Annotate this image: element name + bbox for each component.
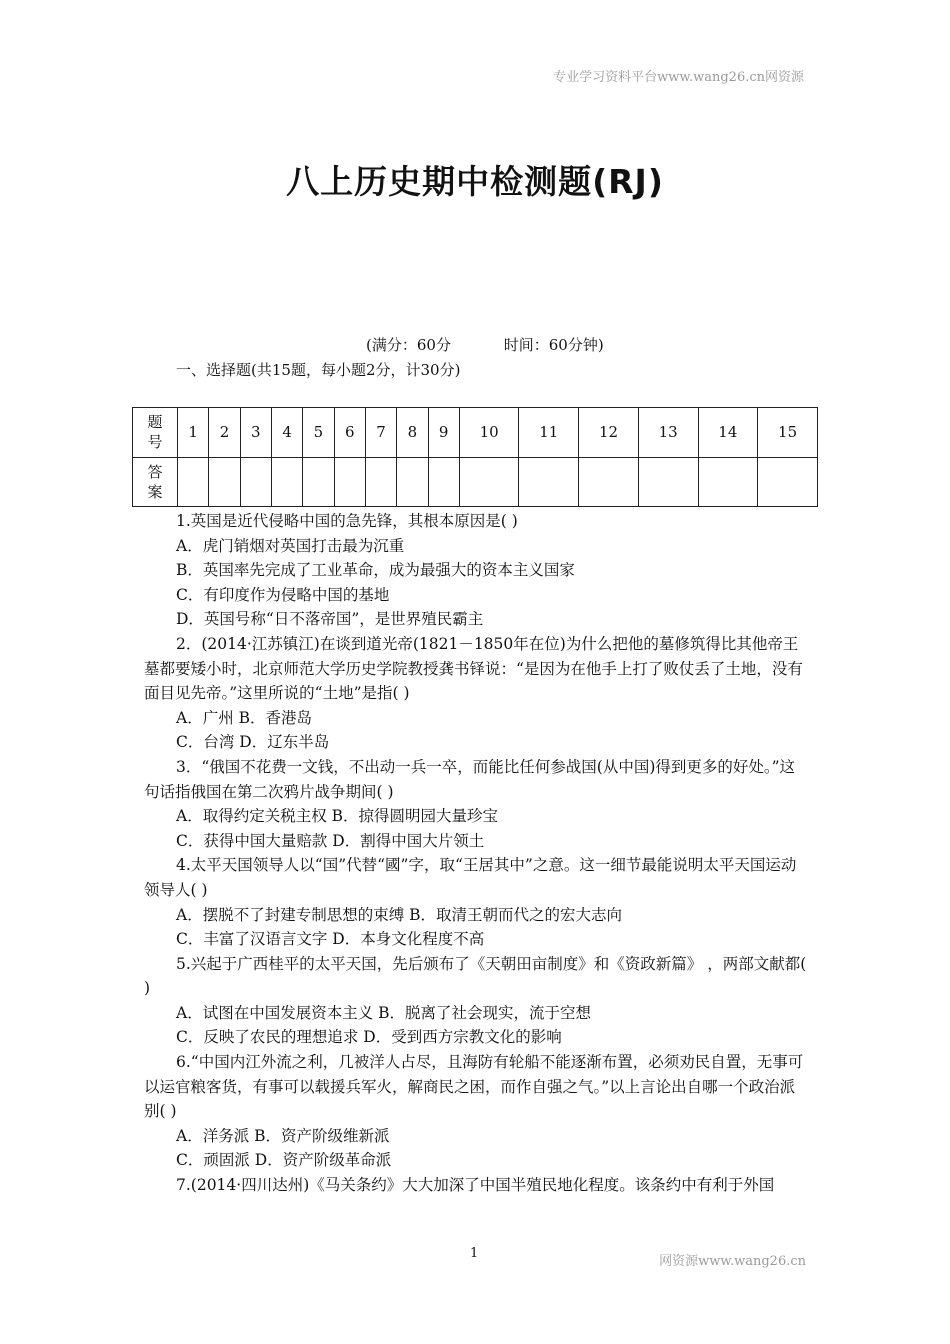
page-number: 1 [470,1246,479,1261]
answer-cell [365,457,396,507]
number-cell: 4 [271,408,302,458]
header-char: 答 [147,462,163,481]
number-cell: 5 [303,408,334,458]
number-cell: 10 [459,408,519,458]
number-cell: 9 [428,408,459,458]
options-line: A．广州 B．香港岛 [176,708,313,727]
answer-cell [303,457,334,507]
header-char: 题 [147,413,163,432]
options-line: C．获得中国大量赔款 D．割得中国大片领土 [176,831,485,850]
question-5 [144,952,808,1050]
exam-time: 时间：60分钟) [503,336,604,354]
question-number-row [133,408,818,458]
number-cell: 7 [365,408,396,458]
number-cell: 1 [178,408,209,458]
number-cell: 13 [638,408,698,458]
header-watermark: 专业学习资料平台www.wang26.cn网资源 [553,70,804,85]
question-stem: 3．“俄国不花费一文钱，不出动一兵一卒，而能比任何参战国(从中国)得到更多的好处。”这句话指俄国在第二次鸦片战争期间( ) [144,757,796,801]
answer-cell [334,457,365,507]
question-stem: 5.兴起于广西桂平的太平天国，先后颁布了《天朝田亩制度》和《资政新篇》 ，两部文献都( ) [144,954,807,998]
number-cell: 15 [758,408,818,458]
question-stem: 1.英国是近代侵略中国的急先锋，其根本原因是( ) [176,512,518,530]
answer-cell [698,457,758,507]
options-line: C．台湾 D．辽东半岛 [176,733,330,752]
number-cell: 3 [240,408,271,458]
answer-cell [579,457,639,507]
answer-cell [638,457,698,507]
answer-row [133,457,818,507]
answer-cell [397,457,428,507]
question-7 [144,1173,808,1198]
option-a: A．虎门销烟对英国打击最为沉重 [176,536,405,555]
number-cell: 11 [519,408,579,458]
option-c: C．有印度作为侵略中国的基地 [176,585,390,604]
header-char: 案 [147,482,163,501]
answer-cell [428,457,459,507]
question-list [144,509,808,1198]
answer-table [132,407,818,507]
header-char: 号 [147,433,163,452]
options-line: C．反映了农民的理想追求 D．受到西方宗教文化的影响 [176,1028,562,1047]
page-title: 八上历史期中检测题(RJ) [286,162,664,201]
option-d: D．英国号称“日不落帝国”，是世界殖民霸主 [176,610,484,629]
footer-watermark: 网资源www.wang26.cn [659,1254,806,1269]
answer-cell [178,457,209,507]
answer-cell [240,457,271,507]
question-1 [144,509,808,632]
options-line: C．顽固派 D．资产阶级革命派 [176,1151,392,1170]
answer-cell [271,457,302,507]
options-line: A．洋务派 B．资产阶级维新派 [176,1126,390,1145]
options-line: A．取得约定关税主权 B．掠得圆明园大量珍宝 [176,807,499,826]
question-6 [144,1050,808,1173]
answer-cell [758,457,818,507]
options-line: A．试图在中国发展资本主义 B．脱离了社会现实，流于空想 [176,1003,592,1022]
full-score: (满分：60分 [366,336,451,354]
number-cell: 2 [209,408,240,458]
question-3 [144,755,808,853]
question-stem: 6.“中国内江外流之利，几被洋人占尽，且海防有轮船不能逐渐布置，必须劝民自置，无事可以运官粮客货，有事可以载援兵军火，解商民之困，而作自强之气。”以上言论出自哪一个政治派别( ) [144,1053,804,1121]
question-stem: 7.(2014·四川达州)《马关条约》大大加深了中国半殖民地化程度。该条约中有利于外国 [176,1176,775,1195]
question-number-header [133,408,178,458]
options-line: A．摆脱不了封建专制思想的束缚 B．取清王朝而代之的宏大志向 [176,905,623,924]
question-2 [144,632,808,755]
answer-cell [209,457,240,507]
option-b: B．英国率先完成了工业革命，成为最强大的资本主义国家 [176,561,575,580]
question-4 [144,853,808,951]
question-stem: 4.太平天国领导人以“国”代替“國”字，取“王居其中”之意。这一细节最能说明太平天国运动领导人( ) [144,856,797,899]
answer-header [133,457,178,507]
question-stem: 2．(2014·江苏镇江)在谈到道光帝(1821－1850年在位)为什么把他的墓修筑得比其他帝王墓都要矮小时，北京师范大学历史学院教授龚书铎说：“是因为在他手上打了败仗丢了土地，没有面目见先帝。”这里所说的“土地”是指( ) [144,634,803,703]
section-heading: 一、选择题(共15题，每小题2分，计30分) [176,361,461,379]
number-cell: 8 [397,408,428,458]
answer-cell [459,457,519,507]
number-cell: 14 [698,408,758,458]
answer-cell [519,457,579,507]
number-cell: 12 [579,408,639,458]
options-line: C．丰富了汉语言文字 D．本身文化程度不高 [176,930,485,949]
exam-meta [366,334,604,355]
number-cell: 6 [334,408,365,458]
